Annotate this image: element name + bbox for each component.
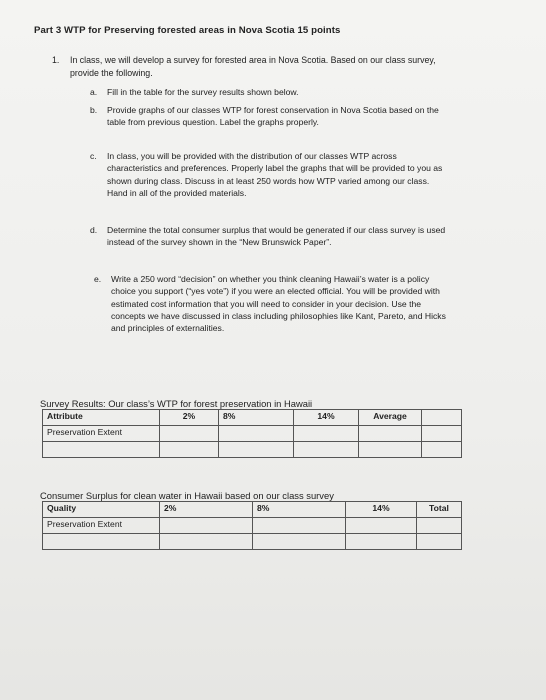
- table-cell[interactable]: [294, 442, 359, 458]
- table-cell[interactable]: [160, 426, 219, 442]
- question-text: In class, we will develop a survey for forested area in Nova Scotia. Based on our class survey, provide the following.: [70, 55, 436, 78]
- table-cell[interactable]: [43, 442, 160, 458]
- table-header-cell: 2%: [160, 410, 219, 426]
- item-text: Determine the total consumer surplus that would be generated if our class survey is used instead of the survey shown in the “New Brunswick Paper”.: [107, 225, 446, 248]
- table-header-cell: 14%: [294, 410, 359, 426]
- item-text: In class, you will be provided with the distribution of our classes WTP across characteristics and preferences. Properly label the graphs that will be provided to you as shown during class. Discuss in at least 250 words how WTP varied among our class. Hand in all of the provided materials.: [107, 151, 443, 198]
- item-text: Provide graphs of our classes WTP for forest conservation in Nova Scotia based on the table from previous question. Label the graphs properly.: [107, 105, 439, 128]
- item-label: c.: [90, 151, 97, 161]
- item-text: Write a 250 word “decision” on whether you think cleaning Hawaii’s water is a policy choice you support (“yes vote”) if you were an elected official. You will be provided with estimated cost information that you will need to consider in your decision. Use the concepts we have discussed in class including philosophies like Kant, Pareto, and Hicks and principles of externalities.: [111, 274, 446, 334]
- item-label: b.: [90, 105, 98, 115]
- table-header-row: [43, 410, 462, 426]
- consumer-surplus-table: [42, 501, 462, 550]
- table-row: [43, 442, 462, 458]
- table-header-cell: Total: [417, 502, 462, 518]
- table-header-cell: 2%: [160, 502, 253, 518]
- table-row: [43, 534, 462, 550]
- table-header-cell: Quality: [43, 502, 160, 518]
- table-cell[interactable]: [417, 518, 462, 534]
- table-cell[interactable]: [253, 518, 346, 534]
- item-b: [90, 104, 452, 129]
- table-cell[interactable]: [359, 442, 422, 458]
- table-cell[interactable]: [359, 426, 422, 442]
- item-text: Fill in the table for the survey results shown below.: [107, 87, 299, 97]
- item-label: e.: [94, 274, 102, 284]
- table-cell[interactable]: [422, 426, 462, 442]
- table-cell[interactable]: [160, 442, 219, 458]
- table-cell: Preservation Extent: [43, 426, 160, 442]
- table-header-row: [43, 502, 462, 518]
- question-number: 1.: [52, 55, 60, 65]
- item-e: [94, 273, 456, 334]
- page-title: Part 3 WTP for Preserving forested areas in Nova Scotia 15 points: [34, 25, 341, 36]
- item-a: [90, 86, 452, 98]
- table-cell[interactable]: [219, 442, 294, 458]
- table-cell[interactable]: [219, 426, 294, 442]
- table-header-cell: 14%: [346, 502, 417, 518]
- table-cell[interactable]: [294, 426, 359, 442]
- table-cell[interactable]: [253, 534, 346, 550]
- table-header-cell: Attribute: [43, 410, 160, 426]
- table-header-cell: 8%: [253, 502, 346, 518]
- table2-title: Consumer Surplus for clean water in Hawaii based on our class survey: [40, 490, 334, 501]
- item-label: d.: [90, 225, 98, 235]
- table1-title: Survey Results: Our class’s WTP for forest preservation in Hawaii: [40, 398, 313, 409]
- item-c: [90, 150, 452, 199]
- table-cell[interactable]: [160, 534, 253, 550]
- table-cell[interactable]: [422, 442, 462, 458]
- question-1: [52, 54, 442, 79]
- table-cell[interactable]: [346, 518, 417, 534]
- table-header-cell: Average: [359, 410, 422, 426]
- table-cell[interactable]: [346, 534, 417, 550]
- table-cell[interactable]: [43, 534, 160, 550]
- table-row: [43, 426, 462, 442]
- item-d: [90, 224, 452, 249]
- table-header-cell: [422, 410, 462, 426]
- survey-results-table: [42, 409, 462, 458]
- table-header-cell: 8%: [219, 410, 294, 426]
- table-row: [43, 518, 462, 534]
- item-label: a.: [90, 87, 98, 97]
- table-cell: Preservation Extent: [43, 518, 160, 534]
- table-cell[interactable]: [160, 518, 253, 534]
- table-cell[interactable]: [417, 534, 462, 550]
